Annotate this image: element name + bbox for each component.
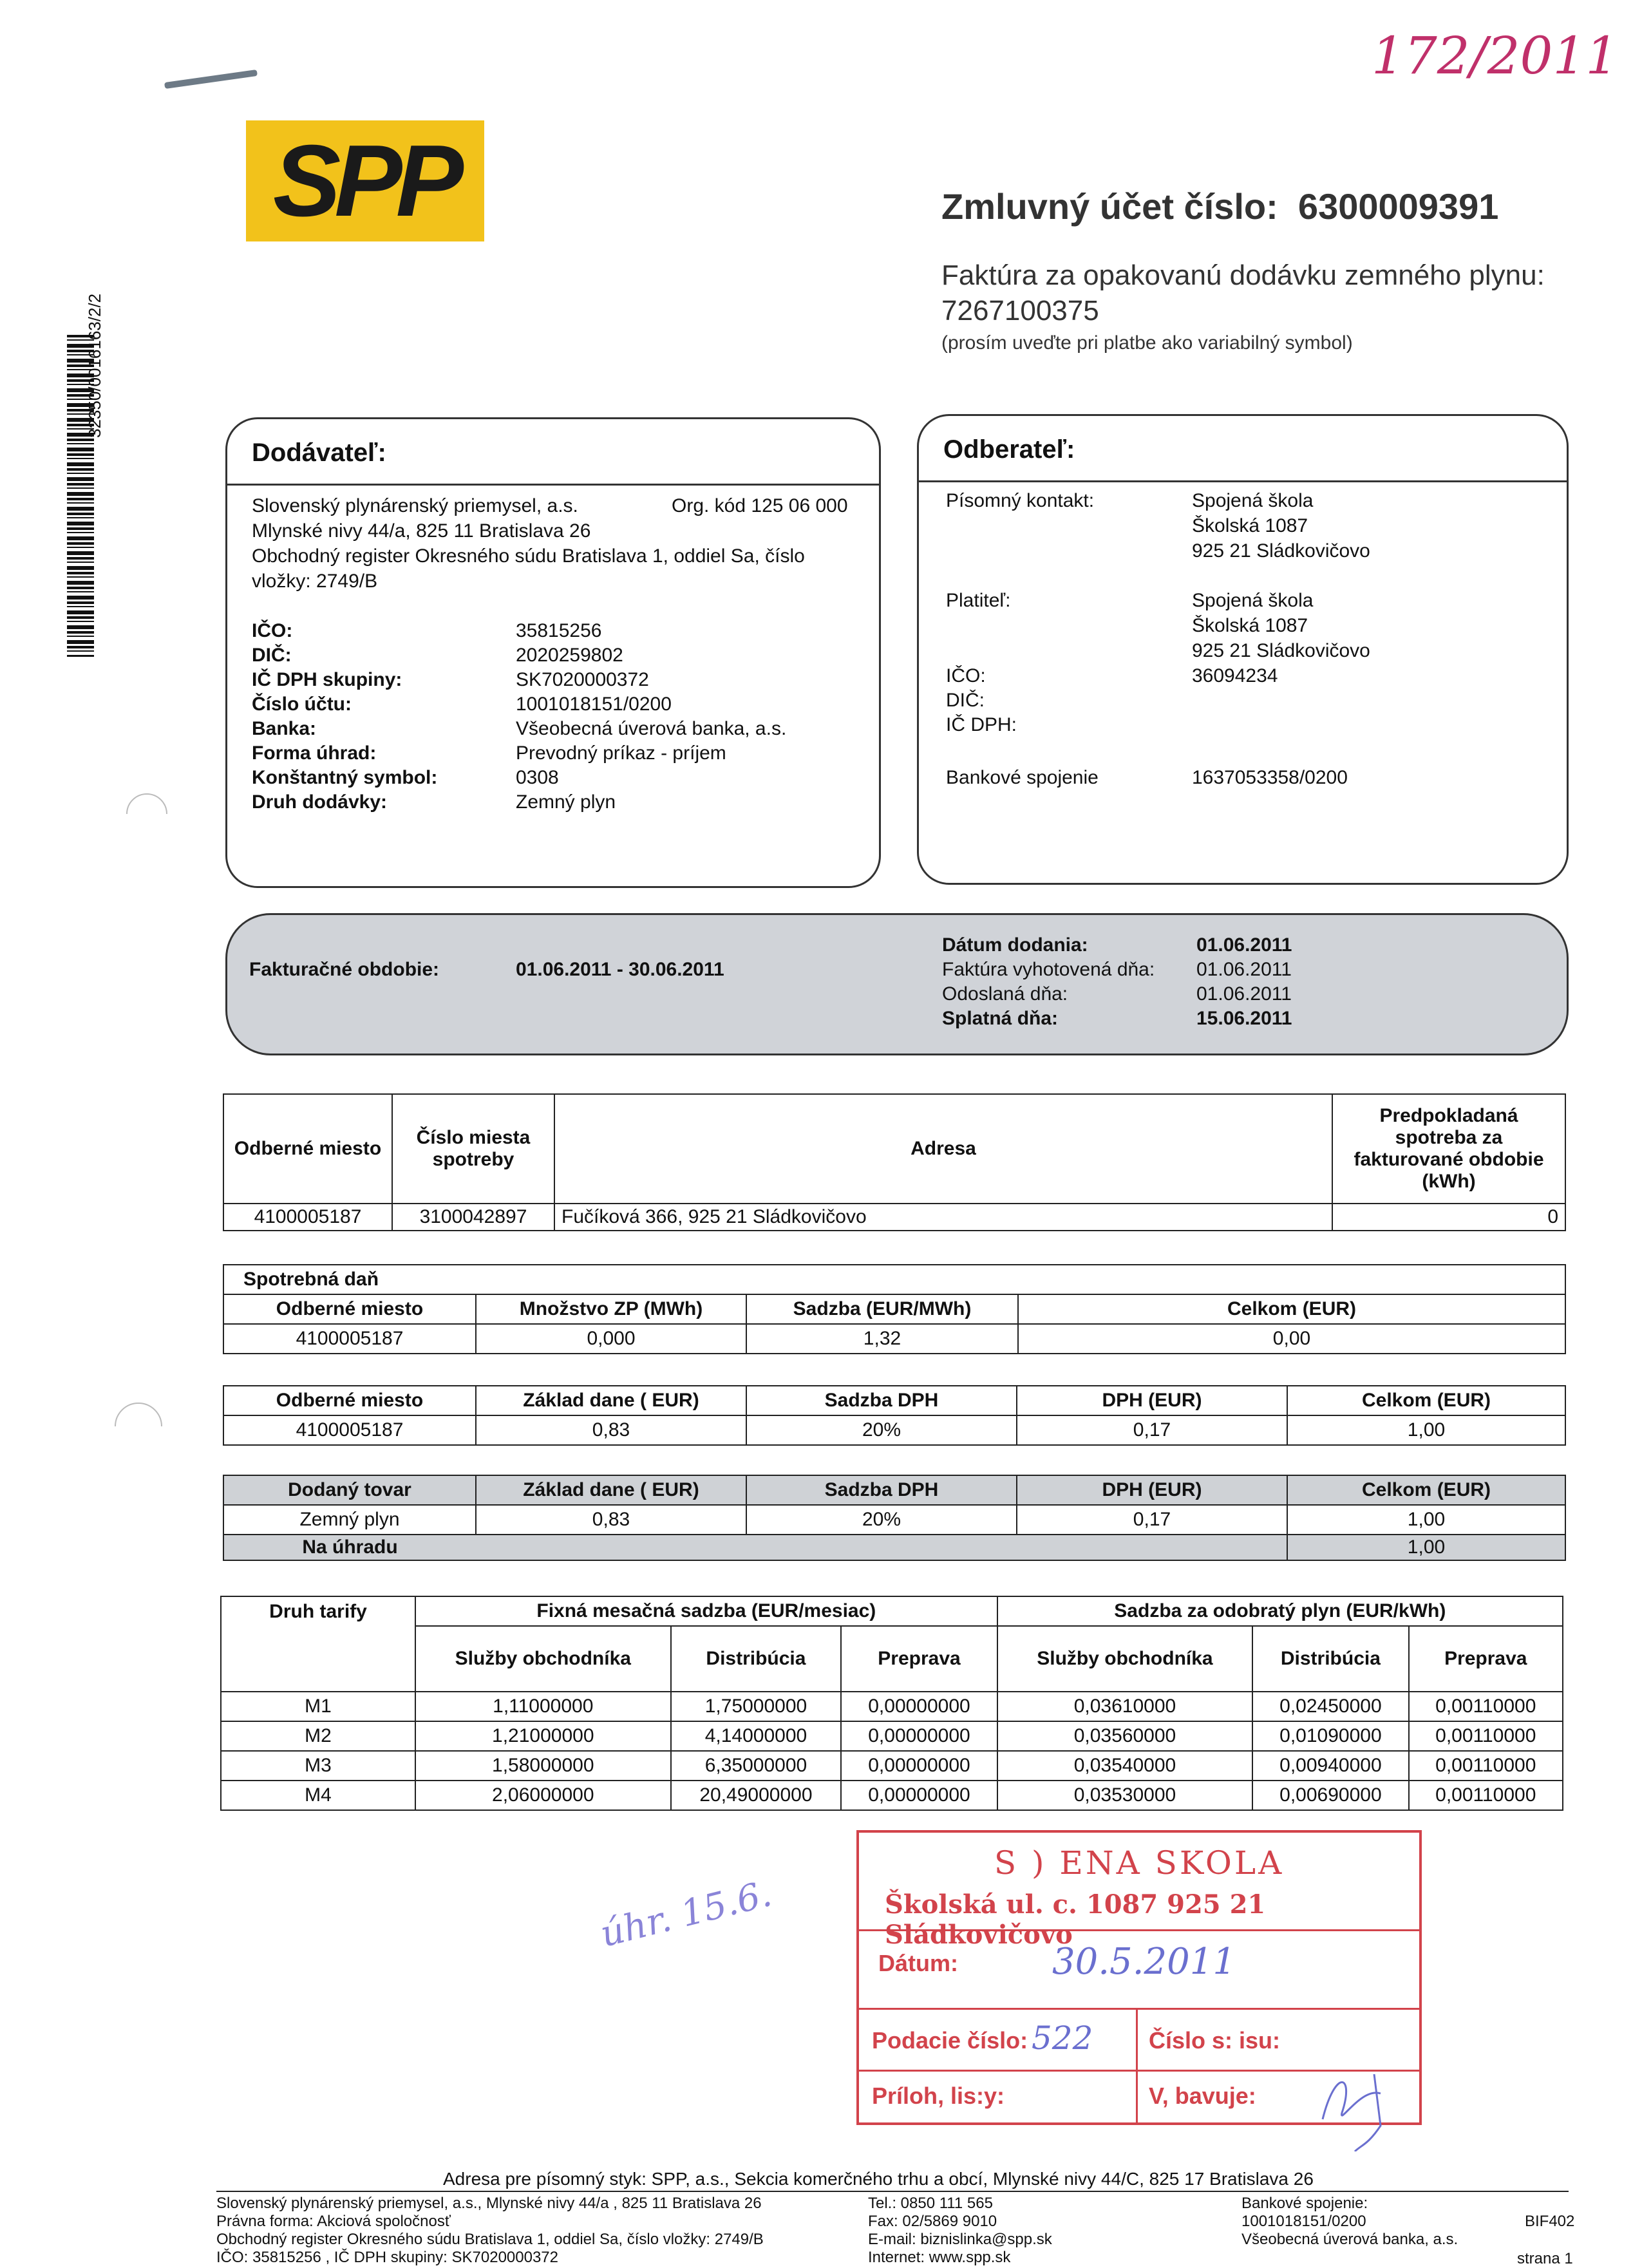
ico-label: IČO: [946,665,986,686]
col-header: Sadzba DPH [746,1386,1017,1415]
punch-hole [115,1403,162,1450]
col-header: DPH (EUR) [1017,1475,1287,1505]
customer-title: Odberateľ: [943,435,1075,464]
cell: 1,21000000 [415,1721,671,1751]
date-value: 01.06.2011 [1196,934,1292,956]
cell: 1,00 [1287,1415,1565,1445]
divider [227,484,879,486]
payer-line: Školská 1087 [1192,615,1308,636]
total-label: Na úhradu [223,1535,476,1560]
col-header: Dodaný tovar [223,1475,476,1505]
stamp-prilohy-label: Príloh, lis:y: [872,2083,1005,2109]
cell: 3100042897 [392,1204,554,1231]
supplier-field-value: Všeobecná úverová banka, a.s. [516,718,787,739]
billing-period-box [225,913,1569,1055]
col-header: Množstvo ZP (MWh) [476,1294,746,1324]
contact-label: Písomný kontakt: [946,490,1095,511]
cell: 0,17 [1017,1505,1287,1535]
supplier-field-value: SK7020000372 [516,669,649,690]
cell: 20% [746,1505,1017,1535]
contact-line: Školská 1087 [1192,515,1308,536]
supplier-register: Obchodný register Okresného súdu Bratislava 1, oddiel Sa, číslo [252,545,805,567]
footer-rule [216,2191,1569,2192]
cell: 1,11000000 [415,1692,671,1721]
sub-header: Preprava [841,1626,997,1692]
supplier-name: Slovenský plynárenský priemysel, a.s. [252,495,578,516]
date-label: Splatná dňa: [942,1008,1059,1029]
cell: 1,00 [1287,1505,1565,1535]
footer-website[interactable]: Internet: www.spp.sk [868,2249,1011,2266]
bank-label: Bankové spojenie [946,767,1099,788]
cell: 1,32 [746,1324,1018,1354]
cell: 0,03530000 [997,1781,1253,1810]
cell: 1,58000000 [415,1751,671,1781]
icdph-label: IČ DPH: [946,714,1017,735]
account-heading [941,185,1498,227]
cell: M3 [221,1751,415,1781]
cell: 0,02450000 [1252,1692,1408,1721]
cell: 0,00000000 [841,1751,997,1781]
cell: M4 [221,1781,415,1810]
empty-cell [221,1626,415,1692]
col-header: Fixná mesačná sadzba (EUR/mesiac) [415,1596,997,1626]
account-number: 6300009391 [1298,186,1499,227]
payer-line: 925 21 Sládkovičovo [1192,640,1370,661]
supplier-field-label: DIČ: [252,645,292,666]
cell: 6,35000000 [671,1751,842,1781]
supplier-address: Mlynské nivy 44/a, 825 11 Bratislava 26 [252,520,591,542]
divider [919,480,1567,482]
divider [1136,2008,1138,2122]
stamp-spisu-label: Číslo s: isu: [1149,2027,1281,2054]
stamp-podacie-value: 522 [1032,2019,1093,2057]
cell: 0,83 [476,1505,746,1535]
payer-line: Spojená škola [1192,590,1314,611]
supplier-field-value: 35815256 [516,620,602,641]
supplier-field-label: Forma úhrad: [252,742,377,764]
date-label: Dátum dodania: [942,934,1088,956]
total-spacer [476,1535,1287,1560]
col-header: Adresa [554,1094,1332,1204]
sub-header: Služby obchodníka [997,1626,1253,1692]
pen-stroke-mark [164,70,258,89]
footer-form-code: BIF402 [1525,2213,1575,2230]
date-value: 01.06.2011 [1196,983,1292,1005]
supplier-field-label: IČ DPH skupiny: [252,669,402,690]
col-header: Predpokladaná spotreba za fakturované obdobie (kWh) [1332,1094,1565,1204]
cell: M1 [221,1692,415,1721]
supplier-field-value: Prevodný príkaz - príjem [516,742,726,764]
supplier-org-code: Org. kód 125 06 000 [672,495,848,516]
cell: 20,49000000 [671,1781,842,1810]
col-header: Odberné miesto [223,1094,392,1204]
footer-ids: IČO: 35815256 , IČ DPH skupiny: SK7020000372 [216,2249,558,2266]
divider [859,1929,1419,1931]
excise-title: Spotrebná daň [223,1265,1565,1294]
date-value: 01.06.2011 [1196,959,1292,980]
handwritten-payment-note: úhr. 15.6. [596,1873,776,1956]
footer-bank-account: 1001018151/0200 [1241,2213,1366,2230]
consumption-table [223,1093,1566,1231]
footer-register: Obchodný register Okresného súdu Bratislava 1, oddiel Sa, číslo vložky: 2749/B [216,2231,764,2248]
col-header: Druh tarify [221,1596,415,1626]
stamp-date-value: 30.5.2011 [1052,1941,1236,1983]
col-header: Celkom (EUR) [1287,1386,1565,1415]
tariff-table [220,1596,1563,1811]
sub-header: Distribúcia [671,1626,842,1692]
cell: 0,00110000 [1409,1751,1563,1781]
cell: 0,000 [476,1324,746,1354]
cell: 0,00110000 [1409,1721,1563,1751]
col-header: DPH (EUR) [1017,1386,1287,1415]
footer-address-line: Adresa pre písomný styk: SPP, a.s., Sekcia komerčného trhu a obcí, Mlynské nivy 44/C, 825 17 Bratislava 26 [443,2169,1314,2189]
sub-header: Preprava [1409,1626,1563,1692]
cell: 2,06000000 [415,1781,671,1810]
cell: 0,01090000 [1252,1721,1408,1751]
dic-label: DIČ: [946,690,985,711]
stamp-date-label: Dátum: [878,1950,958,1976]
col-header: Základ dane ( EUR) [476,1386,746,1415]
footer-bank-name: Všeobecná úverová banka, a.s. [1241,2231,1458,2248]
cell: 4100005187 [223,1415,476,1445]
date-label: Odoslaná dňa: [942,983,1068,1005]
contact-line: 925 21 Sládkovičovo [1192,540,1370,562]
period-value: 01.06.2011 - 30.06.2011 [516,959,724,980]
cell: 0,00000000 [841,1781,997,1810]
footer-bank-label: Bankové spojenie: [1241,2195,1368,2212]
stamp-podacie-label: Podacie číslo: [872,2027,1028,2054]
col-header: Odberné miesto [223,1386,476,1415]
supplier-field-value: 2020259802 [516,645,623,666]
supplier-field-label: Banka: [252,718,317,739]
cell: 0,83 [476,1415,746,1445]
supplier-field-value: 0308 [516,767,559,788]
cell: Fučíková 366, 925 21 Sládkovičovo [554,1204,1332,1231]
logo-text: SPP [272,124,458,238]
stamp-name: S ) ENA SKOLA [994,1844,1285,1882]
sub-header: Služby obchodníka [415,1626,671,1692]
account-label: Zmluvný účet číslo: [941,186,1278,227]
period-label: Fakturačné obdobie: [249,959,440,980]
supplier-field-label: IČO: [252,620,293,641]
excise-tax-table [223,1264,1566,1354]
cell: 20% [746,1415,1017,1445]
contact-line: Spojená škola [1192,490,1314,511]
supplier-field-value: 1001018151/0200 [516,694,672,715]
bank-value: 1637053358/0200 [1192,767,1348,788]
cell: M2 [221,1721,415,1751]
cell: 4100005187 [223,1204,392,1231]
cell: 0,03540000 [997,1751,1253,1781]
punch-hole [126,793,167,835]
date-value: 15.06.2011 [1196,1008,1292,1029]
divider [859,2008,1419,2010]
spp-logo [246,120,484,241]
supplier-field-label: Číslo účtu: [252,694,352,715]
supplier-title: Dodávateľ: [252,439,386,467]
cell: 0,17 [1017,1415,1287,1445]
cell: 0,00000000 [841,1721,997,1751]
cell: 0,00110000 [1409,1692,1563,1721]
handwritten-reference: 172/2011 [1372,26,1619,86]
supplier-register-vlozka: vložky: 2749/B [252,571,378,592]
payer-ico: 36094234 [1192,665,1278,686]
supplier-field-label: Druh dodávky: [252,791,388,813]
col-header: Celkom (EUR) [1018,1294,1565,1324]
barcode-number: 32350/0016163/2/2 [85,293,104,438]
registry-stamp [856,1830,1422,2125]
payer-label: Platiteľ: [946,590,1011,611]
customer-box [917,414,1569,885]
cell: 0,03610000 [997,1692,1253,1721]
cell: Zemný plyn [223,1505,476,1535]
col-header: Odberné miesto [223,1294,476,1324]
goods-table [223,1475,1566,1561]
cell: 0 [1332,1204,1565,1231]
invoice-number: 7267100375 [941,295,1099,326]
footer-fax: Fax: 02/5869 9010 [868,2213,997,2230]
sub-header: Distribúcia [1252,1626,1408,1692]
footer-company: Slovenský plynárenský priemysel, a.s., Mlynské nivy 44/a , 825 11 Bratislava 26 [216,2195,762,2212]
cell: 1,75000000 [671,1692,842,1721]
col-header: Sadzba DPH [746,1475,1017,1505]
footer-phone: Tel.: 0850 111 565 [868,2195,993,2212]
cell: 0,00690000 [1252,1781,1408,1810]
cell: 0,00000000 [841,1692,997,1721]
supplier-field-value: Zemný plyn [516,791,616,813]
supplier-field-label: Konštantný symbol: [252,767,438,788]
cell: 4100005187 [223,1324,476,1354]
supplier-box [225,417,881,888]
cell: 0,00110000 [1409,1781,1563,1810]
vat-table [223,1385,1566,1446]
cell: 0,00940000 [1252,1751,1408,1781]
cell: 0,00 [1018,1324,1565,1354]
cell: 4,14000000 [671,1721,842,1751]
stamp-address: Školská ul. c. 1087 925 21 Sládkovičovo [885,1889,1266,1950]
stamp-vybavuje-label: V, bavuje: [1149,2083,1256,2109]
col-header: Celkom (EUR) [1287,1475,1565,1505]
footer-page-number: strana 1 [1517,2250,1573,2267]
footer-legal-form: Právna forma: Akciová spoločnosť [216,2213,451,2230]
handwritten-signature [1303,2048,1400,2151]
cell: 0,03560000 [997,1721,1253,1751]
col-header: Základ dane ( EUR) [476,1475,746,1505]
invoice-note: (prosím uveďte pri platbe ako variabilný symbol) [941,332,1353,354]
invoice-title: Faktúra za opakovanú dodávku zemného plynu: [941,260,1545,291]
col-header: Číslo miesta spotreby [392,1094,554,1204]
date-label: Faktúra vyhotovená dňa: [942,959,1155,980]
col-header: Sadzba za odobratý plyn (EUR/kWh) [997,1596,1563,1626]
footer-email[interactable]: E-mail: biznislinka@spp.sk [868,2231,1052,2248]
col-header: Sadzba (EUR/MWh) [746,1294,1018,1324]
total-value: 1,00 [1287,1535,1565,1560]
